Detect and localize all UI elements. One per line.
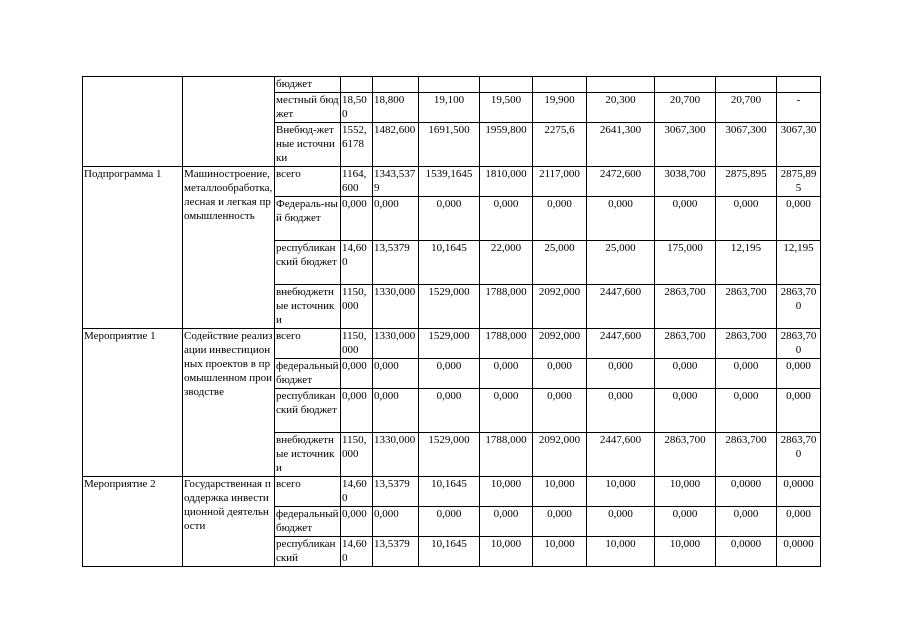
value-cell: [419, 77, 480, 93]
value-cell: 0,000: [480, 197, 533, 241]
value-cell: 2641,300: [587, 123, 655, 167]
value-cell: [716, 77, 777, 93]
value-cell: 0,000: [419, 197, 480, 241]
funding-source-cell: внебюджетные источники: [275, 433, 341, 477]
value-cell: 10,000: [655, 477, 716, 507]
table-row: [83, 77, 821, 93]
value-cell: 2092,000: [533, 285, 587, 329]
value-cell: 0,000: [341, 359, 373, 389]
value-cell: 0,000: [341, 197, 373, 241]
program-name-cell: Мероприятие 1: [83, 329, 183, 477]
value-cell: 10,000: [587, 537, 655, 567]
program-description-cell: Машиностроение, металлообработка, лесная и легкая промышленность: [183, 167, 275, 329]
value-cell: [533, 77, 587, 93]
funding-source-cell: республиканский бюджет: [275, 241, 341, 285]
value-cell: -: [777, 93, 821, 123]
value-cell: 1788,000: [480, 433, 533, 477]
table-row: [83, 329, 821, 359]
value-cell: 2447,600: [587, 285, 655, 329]
value-cell: 19,900: [533, 93, 587, 123]
value-cell: 19,100: [419, 93, 480, 123]
value-cell: 0,000: [419, 389, 480, 433]
value-cell: 1529,000: [419, 433, 480, 477]
value-cell: 20,700: [655, 93, 716, 123]
value-cell: 0,0000: [777, 537, 821, 567]
value-cell: [587, 77, 655, 93]
funding-source-cell: Внебюд-жетные источники: [275, 123, 341, 167]
value-cell: 2863,700: [777, 329, 821, 359]
value-cell: 0,000: [587, 359, 655, 389]
funding-source-cell: республиканский: [275, 537, 341, 567]
value-cell: 0,000: [716, 197, 777, 241]
value-cell: 1788,000: [480, 329, 533, 359]
value-cell: 25,000: [533, 241, 587, 285]
table-row: [83, 167, 821, 197]
value-cell: 1330,000: [373, 433, 419, 477]
value-cell: 1788,000: [480, 285, 533, 329]
table-row: [83, 477, 821, 507]
funding-source-cell: Федераль-ный бюджет: [275, 197, 341, 241]
value-cell: 2863,700: [655, 329, 716, 359]
value-cell: 0,000: [341, 389, 373, 433]
value-cell: 0,000: [480, 389, 533, 433]
funding-source-cell: федеральный бюджет: [275, 359, 341, 389]
value-cell: 0,000: [777, 197, 821, 241]
value-cell: 1343,5379: [373, 167, 419, 197]
funding-source-cell: федеральный бюджет: [275, 507, 341, 537]
value-cell: 0,000: [419, 359, 480, 389]
value-cell: 1529,000: [419, 285, 480, 329]
value-cell: 0,000: [480, 507, 533, 537]
value-cell: [341, 77, 373, 93]
value-cell: 2863,700: [655, 433, 716, 477]
value-cell: 13,5379: [373, 241, 419, 285]
value-cell: 3067,300: [655, 123, 716, 167]
value-cell: 10,000: [480, 477, 533, 507]
program-name-cell: [83, 77, 183, 167]
value-cell: 0,000: [655, 359, 716, 389]
value-cell: 2447,600: [587, 329, 655, 359]
value-cell: 2863,700: [777, 433, 821, 477]
value-cell: 0,000: [373, 359, 419, 389]
value-cell: 1539,1645: [419, 167, 480, 197]
value-cell: 25,000: [587, 241, 655, 285]
value-cell: 0,000: [587, 389, 655, 433]
value-cell: 2875,895: [777, 167, 821, 197]
value-cell: 10,1645: [419, 537, 480, 567]
program-name-cell: Мероприятие 2: [83, 477, 183, 567]
value-cell: 2863,700: [716, 329, 777, 359]
value-cell: 14,600: [341, 537, 373, 567]
program-name-cell: Подпрограмма 1: [83, 167, 183, 329]
value-cell: 2117,000: [533, 167, 587, 197]
funding-source-cell: всего: [275, 477, 341, 507]
value-cell: 10,1645: [419, 477, 480, 507]
value-cell: 2092,000: [533, 329, 587, 359]
value-cell: 3067,30: [777, 123, 821, 167]
value-cell: 0,0000: [716, 477, 777, 507]
value-cell: 0,0000: [716, 537, 777, 567]
value-cell: 2472,600: [587, 167, 655, 197]
value-cell: [655, 77, 716, 93]
value-cell: 0,000: [533, 507, 587, 537]
value-cell: 14,600: [341, 477, 373, 507]
value-cell: 13,5379: [373, 537, 419, 567]
value-cell: [777, 77, 821, 93]
funding-source-cell: всего: [275, 329, 341, 359]
value-cell: 0,0000: [777, 477, 821, 507]
value-cell: 10,000: [587, 477, 655, 507]
value-cell: 3067,300: [716, 123, 777, 167]
value-cell: 2863,700: [655, 285, 716, 329]
value-cell: 14,600: [341, 241, 373, 285]
value-cell: 0,000: [655, 197, 716, 241]
funding-source-cell: местный бюджет: [275, 93, 341, 123]
program-description-cell: Государственная поддержка инвестиционной деятельности: [183, 477, 275, 567]
value-cell: 10,000: [533, 537, 587, 567]
value-cell: 0,000: [716, 389, 777, 433]
program-description-cell: Содействие реализации инвестиционных проектов в промышленном производстве: [183, 329, 275, 477]
value-cell: 0,000: [777, 359, 821, 389]
value-cell: 12,195: [716, 241, 777, 285]
value-cell: 1330,000: [373, 285, 419, 329]
value-cell: 10,000: [655, 537, 716, 567]
value-cell: 0,000: [480, 359, 533, 389]
funding-source-cell: бюджет: [275, 77, 341, 93]
value-cell: 1330,000: [373, 329, 419, 359]
value-cell: 0,000: [373, 197, 419, 241]
value-cell: 1150,000: [341, 433, 373, 477]
value-cell: 2863,700: [716, 433, 777, 477]
value-cell: 2092,000: [533, 433, 587, 477]
value-cell: 2275,6: [533, 123, 587, 167]
value-cell: 2875,895: [716, 167, 777, 197]
value-cell: 0,000: [587, 507, 655, 537]
value-cell: 2447,600: [587, 433, 655, 477]
value-cell: 0,000: [777, 507, 821, 537]
value-cell: 0,000: [373, 389, 419, 433]
value-cell: 1810,000: [480, 167, 533, 197]
value-cell: [373, 77, 419, 93]
budget-table: [82, 76, 821, 567]
value-cell: 10,000: [480, 537, 533, 567]
value-cell: 0,000: [777, 389, 821, 433]
value-cell: 0,000: [373, 507, 419, 537]
value-cell: 0,000: [587, 197, 655, 241]
value-cell: 13,5379: [373, 477, 419, 507]
value-cell: 2863,700: [716, 285, 777, 329]
value-cell: 3038,700: [655, 167, 716, 197]
value-cell: 1552,6178: [341, 123, 373, 167]
value-cell: 0,000: [341, 507, 373, 537]
value-cell: 1691,500: [419, 123, 480, 167]
value-cell: 1529,000: [419, 329, 480, 359]
value-cell: 175,000: [655, 241, 716, 285]
funding-source-cell: внебюджетные источники: [275, 285, 341, 329]
value-cell: 2863,700: [777, 285, 821, 329]
value-cell: 0,000: [716, 507, 777, 537]
value-cell: 0,000: [716, 359, 777, 389]
value-cell: 20,300: [587, 93, 655, 123]
value-cell: 19,500: [480, 93, 533, 123]
value-cell: 10,1645: [419, 241, 480, 285]
value-cell: [480, 77, 533, 93]
value-cell: 1482,600: [373, 123, 419, 167]
value-cell: 0,000: [655, 507, 716, 537]
value-cell: 18,500: [341, 93, 373, 123]
value-cell: 1164,600: [341, 167, 373, 197]
value-cell: 18,800: [373, 93, 419, 123]
value-cell: 10,000: [533, 477, 587, 507]
value-cell: 0,000: [533, 389, 587, 433]
value-cell: 1150,000: [341, 285, 373, 329]
value-cell: 1150,000: [341, 329, 373, 359]
program-description-cell: [183, 77, 275, 167]
value-cell: 0,000: [533, 359, 587, 389]
funding-source-cell: республиканский бюджет: [275, 389, 341, 433]
value-cell: 0,000: [655, 389, 716, 433]
value-cell: 1959,800: [480, 123, 533, 167]
value-cell: 0,000: [533, 197, 587, 241]
value-cell: 22,000: [480, 241, 533, 285]
value-cell: 12,195: [777, 241, 821, 285]
value-cell: 20,700: [716, 93, 777, 123]
funding-source-cell: всего: [275, 167, 341, 197]
value-cell: 0,000: [419, 507, 480, 537]
